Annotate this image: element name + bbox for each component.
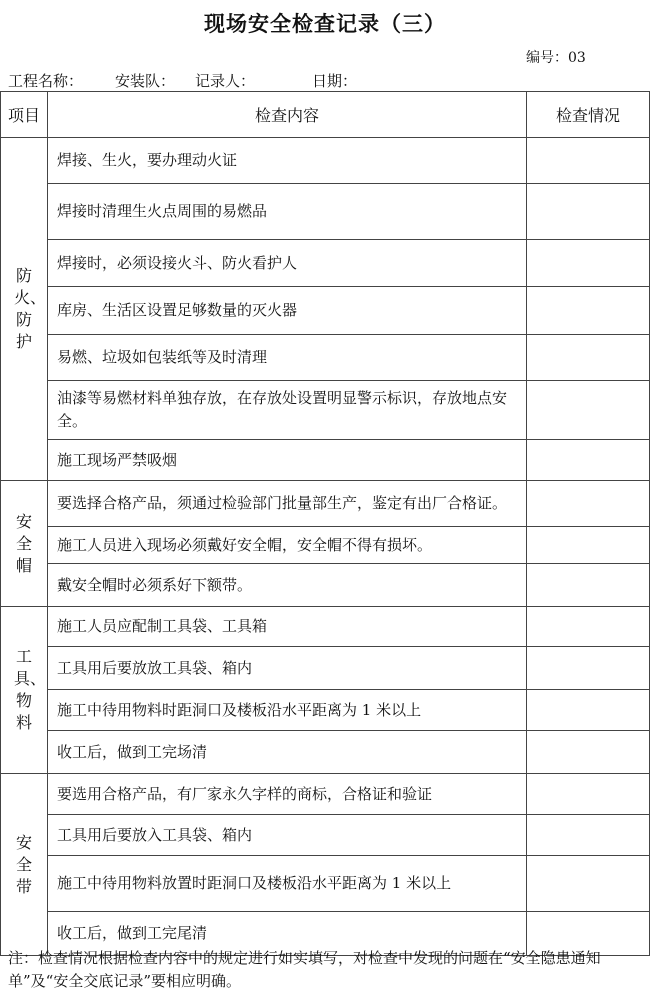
row-content: 焊接、生火，要办理动火证 xyxy=(48,138,527,184)
status-cell[interactable] xyxy=(527,564,650,607)
row-content: 要选用合格产品，有厂家永久字样的商标，合格证和验证 xyxy=(48,774,527,815)
table-header-row xyxy=(1,92,650,138)
status-cell[interactable] xyxy=(527,731,650,774)
row-content: 施工中待用物料放置时距洞口及楼板沿水平距离为 1 米以上 xyxy=(48,856,527,912)
category-fire xyxy=(1,138,48,481)
project-name-label: 工程名称： xyxy=(8,72,84,90)
status-cell[interactable] xyxy=(527,138,650,184)
table-row xyxy=(1,184,650,240)
category-tools-label: 工具、物料 xyxy=(14,647,47,732)
table-row xyxy=(1,527,650,564)
header-content: 检查内容 xyxy=(48,92,527,138)
table-row xyxy=(1,564,650,607)
table-row xyxy=(1,138,650,184)
status-cell[interactable] xyxy=(527,647,650,690)
row-content: 施工人员进入现场必须戴好安全帽，安全帽不得有损坏。 xyxy=(48,527,527,564)
footnote: 注：检查情况根据检查内容中的规定进行如实填写，对检查中发现的问题在“安全隐患通知单”及“安全交底记录”要相应明确。 xyxy=(8,949,601,990)
category-belt-label: 安全带 xyxy=(15,832,32,896)
status-cell[interactable] xyxy=(527,440,650,481)
table-row xyxy=(1,335,650,381)
row-content: 焊接时清理生火点周围的易燃品 xyxy=(48,184,527,240)
document-number: 编号：03 xyxy=(526,50,586,66)
table-row xyxy=(1,481,650,527)
row-content: 收工后，做到工完场清 xyxy=(48,731,527,774)
row-content: 易燃、垃圾如包装纸等及时清理 xyxy=(48,335,527,381)
category-helmet xyxy=(1,481,48,607)
header-item: 项目 xyxy=(1,92,48,138)
row-content: 收工后，做到工完尾清 xyxy=(48,912,527,956)
row-content: 焊接时，必须设接火斗、防火看护人 xyxy=(48,240,527,287)
status-cell[interactable] xyxy=(527,815,650,856)
inspection-table xyxy=(0,91,650,956)
status-cell[interactable] xyxy=(527,690,650,731)
category-belt xyxy=(1,774,48,956)
status-cell[interactable] xyxy=(527,607,650,647)
row-content: 施工现场严禁吸烟 xyxy=(48,440,527,481)
document-title: 现场安全检查记录（三） xyxy=(204,11,446,36)
row-content: 工具用后要放入工具袋、箱内 xyxy=(48,815,527,856)
date-label: 日期： xyxy=(312,72,358,90)
table-row xyxy=(1,774,650,815)
status-cell[interactable] xyxy=(527,287,650,335)
table-row xyxy=(1,240,650,287)
table-row xyxy=(1,381,650,440)
row-content: 油漆等易燃材料单独存放，在存放处设置明显警示标识，存放地点安全。 xyxy=(48,381,527,440)
category-fire-label: 防火、防护 xyxy=(14,266,47,351)
status-cell[interactable] xyxy=(527,381,650,440)
row-content: 工具用后要放放工具袋、箱内 xyxy=(48,647,527,690)
status-cell[interactable] xyxy=(527,335,650,381)
status-cell[interactable] xyxy=(527,184,650,240)
status-cell[interactable] xyxy=(527,527,650,564)
table-row xyxy=(1,856,650,912)
row-content: 施工中待用物料时距洞口及楼板沿水平距离为 1 米以上 xyxy=(48,690,527,731)
table-row xyxy=(1,440,650,481)
row-content: 戴安全帽时必须系好下额带。 xyxy=(48,564,527,607)
table-row xyxy=(1,647,650,690)
status-cell[interactable] xyxy=(527,774,650,815)
table-row xyxy=(1,690,650,731)
table-row xyxy=(1,815,650,856)
table-row xyxy=(1,607,650,647)
row-content: 施工人员应配制工具袋、工具箱 xyxy=(48,607,527,647)
table-row xyxy=(1,731,650,774)
status-cell[interactable] xyxy=(527,856,650,912)
recorder-label: 记录人： xyxy=(195,72,256,90)
row-content: 库房、生活区设置足够数量的灭火器 xyxy=(48,287,527,335)
table-row xyxy=(1,287,650,335)
header-status: 检查情况 xyxy=(527,92,650,138)
category-tools xyxy=(1,607,48,774)
status-cell[interactable] xyxy=(527,481,650,527)
team-label: 安装队： xyxy=(115,72,176,90)
status-cell[interactable] xyxy=(527,240,650,287)
category-helmet-label: 安全帽 xyxy=(15,511,32,575)
row-content: 要选择合格产品，须通过检验部门批量部生产，鉴定有出厂合格证。 xyxy=(48,481,527,527)
